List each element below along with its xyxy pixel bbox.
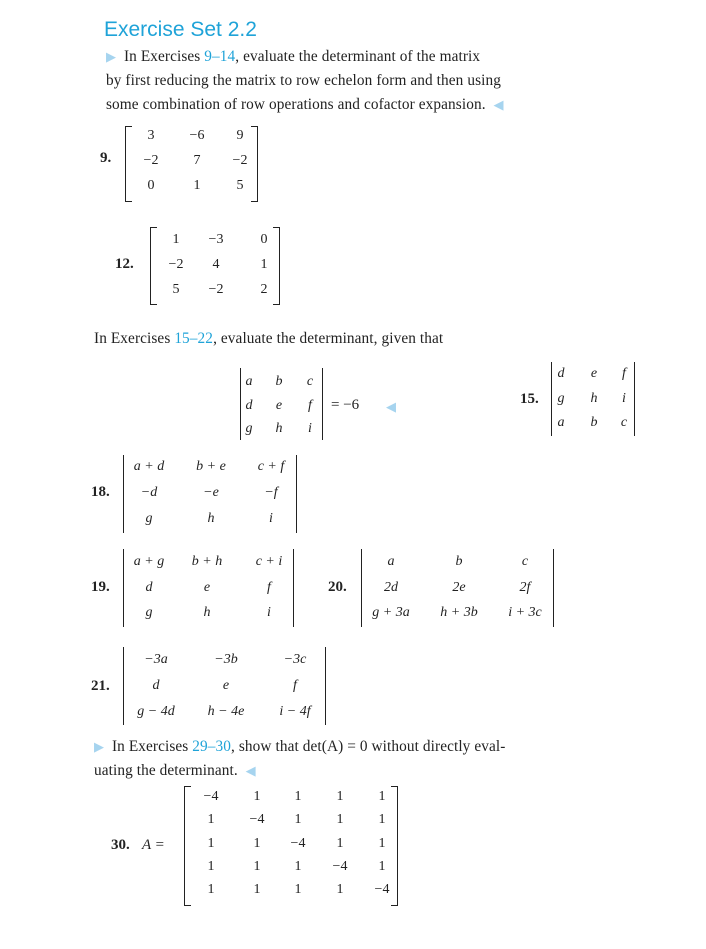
matrix-cell: i − 4f — [279, 704, 311, 719]
matrix-cell: c — [620, 415, 628, 430]
matrix-lhs: A = — [142, 837, 165, 853]
matrix-cell: −2 — [168, 257, 184, 272]
matrix-cell: a — [245, 374, 253, 389]
matrix-cell: h — [590, 391, 598, 406]
matrix-cell: a — [387, 554, 395, 569]
matrix-cell: g — [145, 511, 153, 526]
matrix-cell: 2d — [384, 580, 398, 595]
matrix-cell: 1 — [253, 789, 261, 804]
matrix-cell: −3b — [214, 652, 238, 667]
matrix-cell: −2 — [143, 153, 159, 168]
matrix-cell: 1 — [378, 789, 386, 804]
matrix-cell: 5 — [236, 178, 244, 193]
end-marker-icon: ◀ — [386, 399, 396, 414]
matrix-cell: g — [145, 605, 153, 620]
matrix-cell: i — [622, 391, 626, 406]
matrix-cell: −3a — [144, 652, 168, 667]
matrix-cell: −3 — [208, 232, 224, 247]
matrix-cell: −e — [203, 485, 219, 500]
matrix-cell: 1 — [294, 859, 302, 874]
matrix-cell: b — [275, 374, 283, 389]
matrix-cell: i — [308, 421, 312, 436]
exercise-15-label: 15. — [520, 391, 539, 407]
matrix-cell: 3 — [147, 128, 155, 143]
matrix-cell: d — [245, 398, 253, 413]
left-bracket — [184, 786, 191, 906]
matrix-cell: −4 — [290, 836, 306, 851]
matrix-cell: c + i — [255, 554, 283, 569]
determinant-bar-right — [322, 368, 323, 440]
matrix-cell: d — [145, 580, 153, 595]
matrix-cell: g — [557, 391, 565, 406]
matrix-cell: e — [203, 580, 211, 595]
left-bracket — [150, 227, 157, 305]
matrix-cell: 1 — [294, 789, 302, 804]
matrix-cell: 1 — [253, 859, 261, 874]
matrix-cell: g — [245, 421, 253, 436]
matrix-cell: b — [455, 554, 463, 569]
matrix-cell: c — [306, 374, 314, 389]
matrix-cell: −4 — [203, 789, 219, 804]
matrix-cell: h − 4e — [207, 704, 245, 719]
matrix-cell: a + d — [133, 459, 165, 474]
matrix-cell: 1 — [378, 859, 386, 874]
matrix-cell: −4 — [332, 859, 348, 874]
matrix-cell: g − 4d — [137, 704, 175, 719]
matrix-cell: i — [267, 605, 271, 620]
matrix-cell: 1 — [336, 789, 344, 804]
matrix-cell: c — [521, 554, 529, 569]
exercise-9-label: 9. — [100, 150, 112, 166]
determinant-bar-right — [634, 362, 635, 436]
matrix-cell: e — [590, 366, 598, 381]
matrix-cell: h — [275, 421, 283, 436]
end-marker-icon: ◀ — [245, 763, 256, 778]
intro3-line1: ▶ In Exercises 29–30, show that det(A) = 0 without directly eval- — [94, 738, 506, 755]
exercise-12-label: 12. — [115, 256, 134, 272]
determinant-bar-right — [296, 455, 297, 533]
matrix-cell: 1 — [207, 859, 215, 874]
matrix-cell: −f — [264, 485, 278, 500]
left-bracket — [125, 126, 132, 202]
link-exercises-29-30[interactable]: 29–30 — [192, 738, 232, 755]
matrix-cell: −d — [140, 485, 158, 500]
matrix-cell: f — [308, 398, 312, 413]
matrix-cell: d — [557, 366, 565, 381]
link-exercises-9-14[interactable]: 9–14 — [204, 48, 236, 65]
exercise-30-label: 30. — [111, 837, 130, 853]
intro1-line2: by first reducing the matrix to row echelon form and then using — [106, 72, 501, 89]
matrix-cell: h + 3b — [440, 605, 478, 620]
matrix-cell: −6 — [189, 128, 205, 143]
matrix-cell: 2f — [519, 580, 531, 595]
matrix-cell: f — [267, 580, 271, 595]
matrix-cell: −2 — [208, 282, 224, 297]
matrix-cell: i + 3c — [508, 605, 542, 620]
matrix-cell: e — [275, 398, 283, 413]
matrix-cell: 1 — [172, 232, 180, 247]
matrix-cell: b + e — [196, 459, 226, 474]
matrix-cell: a + g — [133, 554, 165, 569]
matrix-cell: c + f — [257, 459, 285, 474]
matrix-cell: 1 — [378, 812, 386, 827]
matrix-cell: 1 — [207, 882, 215, 897]
intro1-line1: ▶ In Exercises 9–14, evaluate the determinant of the matrix — [106, 48, 481, 65]
matrix-cell: 1 — [207, 812, 215, 827]
end-marker-icon: ◀ — [493, 97, 504, 112]
matrix-cell: 2e — [452, 580, 466, 595]
section-title: Exercise Set 2.2 — [104, 18, 257, 41]
determinant-bar-left — [123, 647, 124, 725]
matrix-cell: g + 3a — [372, 605, 410, 620]
matrix-cell: −4 — [249, 812, 265, 827]
matrix-cell: 1 — [260, 257, 268, 272]
matrix-cell: f — [293, 678, 297, 693]
matrix-cell: b + h — [191, 554, 223, 569]
link-exercises-15-22[interactable]: 15–22 — [174, 330, 214, 347]
matrix-cell: 1 — [193, 178, 201, 193]
determinant-bar-left — [240, 368, 241, 440]
matrix-cell: h — [207, 511, 215, 526]
matrix-cell: −2 — [232, 153, 248, 168]
matrix-cell: 1 — [253, 836, 261, 851]
matrix-cell: 0 — [260, 232, 268, 247]
matrix-cell: 1 — [294, 882, 302, 897]
intro-exercises-15-22: In Exercises 15–22, evaluate the determinant, given that — [94, 330, 444, 347]
matrix-cell: −4 — [374, 882, 390, 897]
intro1-line3: some combination of row operations and cofactor expansion. ◀ — [106, 96, 504, 113]
matrix-cell: 9 — [236, 128, 244, 143]
matrix-cell: 1 — [253, 882, 261, 897]
matrix-cell: h — [203, 605, 211, 620]
matrix-cell: 1 — [378, 836, 386, 851]
exercise-18-label: 18. — [91, 484, 110, 500]
determinant-bar-right — [325, 647, 326, 725]
matrix-cell: i — [269, 511, 273, 526]
start-marker-icon: ▶ — [106, 49, 117, 64]
given-value: = −6 — [331, 397, 360, 413]
matrix-cell: f — [622, 366, 626, 381]
intro3-line2: uating the determinant. ◀ — [94, 762, 256, 779]
matrix-cell: 5 — [172, 282, 180, 297]
matrix-cell: 1 — [336, 882, 344, 897]
exercise-20-label: 20. — [328, 579, 347, 595]
matrix-cell: d — [152, 678, 160, 693]
matrix-cell: 2 — [260, 282, 268, 297]
matrix-cell: 7 — [193, 153, 201, 168]
matrix-cell: a — [557, 415, 565, 430]
exercise-21-label: 21. — [91, 678, 110, 694]
matrix-cell: 1 — [336, 836, 344, 851]
matrix-cell: 1 — [294, 812, 302, 827]
matrix-cell: 0 — [147, 178, 155, 193]
matrix-cell: 1 — [207, 836, 215, 851]
matrix-cell: 1 — [336, 812, 344, 827]
matrix-cell: b — [590, 415, 598, 430]
intro-exercises-9-14 — [106, 45, 586, 117]
intro-exercises-29-30 — [94, 735, 584, 783]
start-marker-icon: ▶ — [94, 739, 105, 754]
exercise-19-label: 19. — [91, 579, 110, 595]
matrix-cell: e — [222, 678, 230, 693]
matrix-cell: −3c — [283, 652, 307, 667]
matrix-cell: 4 — [212, 257, 220, 272]
determinant-bar-left — [551, 362, 552, 436]
